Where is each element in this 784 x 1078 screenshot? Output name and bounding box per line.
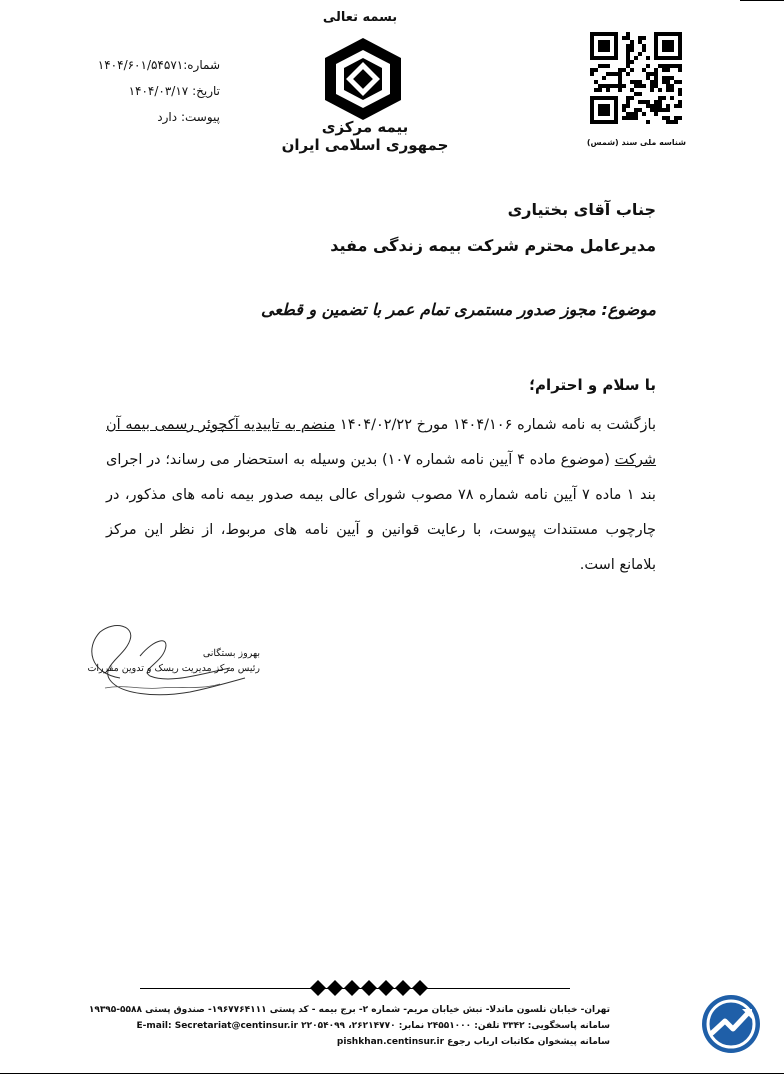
footer-email[interactable]: E-mail: Secretariat@centinsur.ir xyxy=(136,1021,298,1031)
letter-number-label: شماره: xyxy=(183,58,220,72)
body-part-1: بازگشت به نامه شماره ۱۴۰۴/۱۰۶ مورخ ۱۴۰۴/۰۲/۲۲ xyxy=(335,417,656,433)
body-part-2: (موضوع ماده ۴ آیین نامه شماره ۱۰۷) بدین وسیله به استحضار می رساند؛ در اجرای بند ۱ ماده ۷ آیین نامه شماره ۷۸ مصوب شورای عالی بیمه صدور بیمه نامه های مذکور، در چارچوب مستندات پیوست، با رعایت قوانین و آیین نامه های مربوط، از نظر این مرکز بلامانع است. xyxy=(106,452,656,573)
qr-caption: شناسه ملی سند (شمس) xyxy=(586,138,686,147)
recipient-block xyxy=(330,192,656,264)
letter-attachment-row xyxy=(60,104,220,130)
bottom-divider xyxy=(0,1073,784,1074)
footer-phone-numbers: سامانه پاسخگویی: ۳۳۴۲ تلفن: ۲۴۵۵۱۰۰۰ نمابر: ۲۶۲۱۴۷۷۰، ۲۲۰۵۴۰۹۹ xyxy=(301,1021,610,1031)
footer-portal[interactable]: سامانه پیشخوان مکاتبات ارباب رجوع pishkhan.centinsur.ir xyxy=(336,1037,610,1047)
letter-date-row xyxy=(60,78,220,104)
letter-greeting: با سلام و احترام؛ xyxy=(529,376,656,394)
letter-meta xyxy=(60,52,220,130)
org-name-line1: بیمه مرکزی xyxy=(321,118,409,136)
qr-code-icon[interactable] xyxy=(590,32,682,124)
body-underlined-phrase: منضم به تاییدیه آکچوئر رسمی بیمه آن شرکت xyxy=(106,417,657,468)
letter-attachment-value: دارد xyxy=(157,110,178,124)
signer-name: بهروز بستگانی xyxy=(202,648,260,659)
letter-date-label: تاریخ: xyxy=(192,84,220,98)
top-divider xyxy=(740,0,784,1)
letter-attachment-label: پیوست: xyxy=(180,110,220,124)
letter-number-row xyxy=(60,52,220,78)
central-insurance-logo-icon xyxy=(318,36,408,122)
letter-number-value: ۱۴۰۴/۶۰۱/۵۴۵۷۱ xyxy=(97,58,184,72)
basmala: بسمه تعالی xyxy=(322,10,398,25)
footer-address: تهران- خیابان نلسون ماندلا- نبش خیابان مریم- شماره ۲- برج بیمه - کد پستی ۱۹۶۷۷۶۴۱۱۱- صندوق پستی ۵۵۸۸-۱۹۳۹۵ xyxy=(88,1005,610,1015)
organization-name xyxy=(280,118,450,154)
trend-arrow-logo-icon xyxy=(700,993,762,1055)
footer-phones xyxy=(110,1018,610,1034)
footer-diamonds-icon xyxy=(310,979,430,997)
letter-date-value: ۱۴۰۴/۰۳/۱۷ xyxy=(128,84,189,98)
letter-subject: موضوع: مجوز صدور مستمری تمام عمر با تضمین و قطعی xyxy=(261,300,656,319)
signer-title: رئیس مرکز مدیریت ریسک و تدوین مقررات xyxy=(87,663,260,674)
org-name-line2: جمهوری اسلامی ایران xyxy=(281,136,449,154)
signer-block xyxy=(70,646,260,676)
recipient-title: مدیرعامل محترم شرکت بیمه زندگی مفید xyxy=(330,236,656,255)
recipient-name: جناب آقای بختیاری xyxy=(507,200,656,219)
footer-contact xyxy=(88,1002,610,1050)
letter-body xyxy=(106,408,656,583)
